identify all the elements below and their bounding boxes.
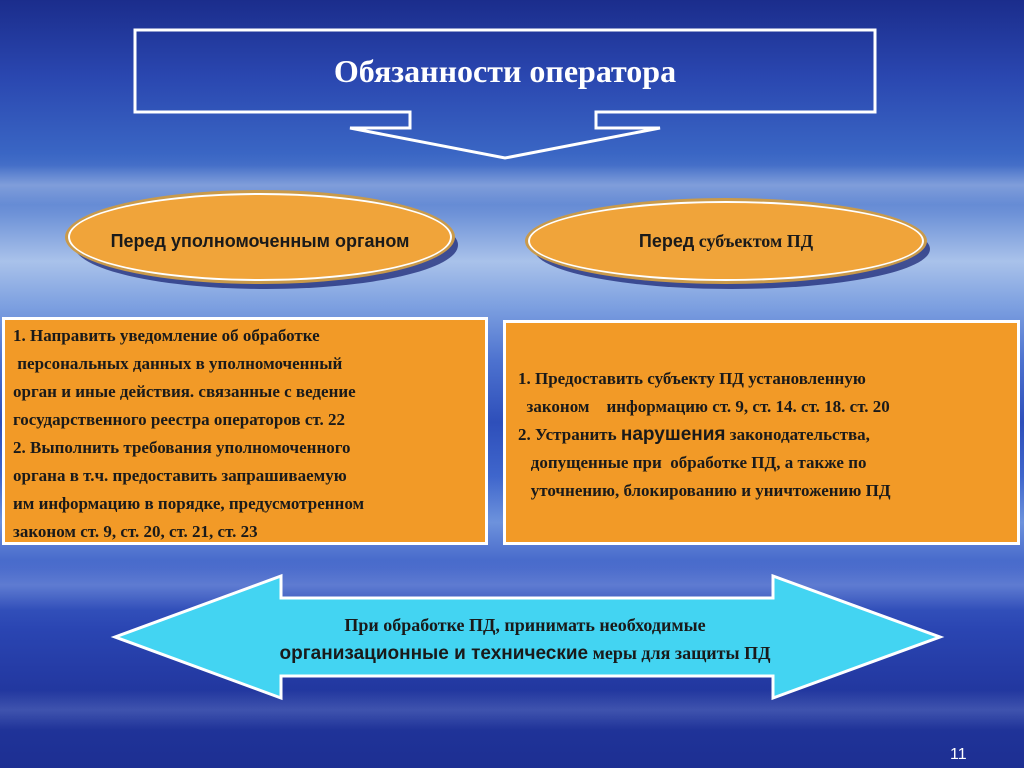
subject-duty-line: допущенные при обработке ПД, а также по bbox=[518, 453, 867, 472]
authority-duty-line: законом ст. 9, ст. 20, ст. 21, ст. 23 bbox=[13, 522, 258, 541]
subject-duty-text: 2. Устранить bbox=[518, 425, 621, 444]
authority-duty-line: органа в т.ч. предоставить запрашиваемую bbox=[13, 466, 347, 485]
authority-duty-line: государственного реестра операторов ст. 22 bbox=[13, 410, 345, 429]
protection-measures-text bbox=[200, 611, 850, 668]
protection-line: При обработке ПД, принимать необходимые bbox=[344, 615, 706, 635]
protection-text: меры для защиты ПД bbox=[588, 643, 771, 663]
subject-oval-label-rest: субъектом ПД bbox=[698, 230, 814, 251]
subject-duty-line: уточнению, блокированию и уничтожению ПД bbox=[518, 481, 891, 500]
protection-emphasis: технические bbox=[471, 643, 589, 664]
authority-duty-line: 1. Направить уведомление об обработке bbox=[13, 326, 320, 345]
page-number: 11 bbox=[950, 746, 967, 763]
subject-duty-line: 1. Предоставить субъекту ПД установленную bbox=[518, 369, 866, 388]
authority-duty-line: 2. Выполнить требования уполномоченного bbox=[13, 438, 351, 457]
protection-line bbox=[200, 639, 850, 668]
authority-oval-label: Перед уполномоченным органом bbox=[110, 231, 410, 251]
subject-duty-text: законодательства, bbox=[725, 425, 870, 444]
subject-oval-label-prefix: Перед bbox=[638, 230, 695, 251]
subject-duty-emphasis: нарушения bbox=[620, 424, 726, 445]
subject-duty-line: законом информацию ст. 9, ст. 14. ст. 18. ст. 20 bbox=[518, 397, 890, 416]
authority-duty-line: орган и иные действия. связанные с ведение bbox=[13, 382, 356, 401]
authority-duty-line: персональных данных в уполномоченный bbox=[13, 354, 343, 373]
slide-title: Обязанности оператора bbox=[333, 52, 677, 89]
protection-text: организационные и bbox=[279, 643, 472, 664]
authority-duty-line: им информацию в порядке, предусмотренном bbox=[13, 494, 365, 513]
